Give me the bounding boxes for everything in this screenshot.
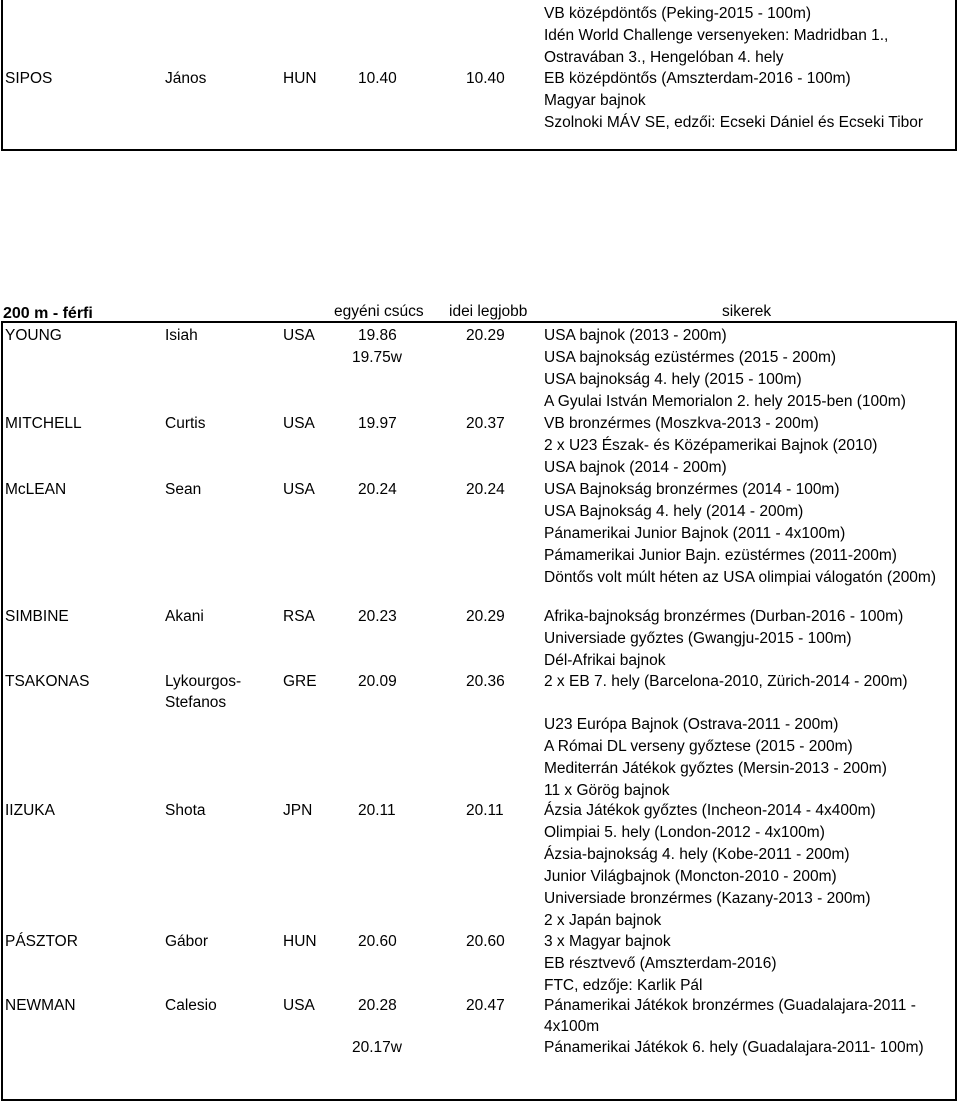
achievement-line: USA bajnok (2014 - 200m) — [544, 459, 727, 476]
achievement-line: Pánamerikai Junior Bajnok (2011 - 4x100m) — [544, 525, 846, 542]
athlete-lastname: IIZUKA — [5, 802, 55, 819]
athlete-sb: 20.37 — [466, 415, 505, 432]
athlete-pb: 20.28 — [358, 997, 397, 1014]
athlete-sb: 20.24 — [466, 481, 505, 498]
achievement-line: FTC, edzője: Karlik Pál — [544, 977, 703, 994]
achievement-line: Olimpiai 5. hely (London-2012 - 4x100m) — [544, 824, 825, 841]
achievement-line: 3 x Magyar bajnok — [544, 933, 671, 950]
achievement-line: Ostravában 3., Hengelóban 4. hely — [544, 49, 784, 66]
athlete-pb: 19.97 — [358, 415, 397, 432]
athlete-pb: 20.11 — [358, 802, 396, 819]
athlete-firstname: Curtis — [165, 415, 206, 432]
athlete-pb: 20.60 — [358, 933, 397, 950]
achievement-line: Ázsia-bajnokság 4. hely (Kobe-2011 - 200m) — [544, 846, 850, 863]
athlete-pb: 20.09 — [358, 673, 397, 690]
achievement-line: 2 x EB 7. hely (Barcelona-2010, Zürich-2014 - 200m) — [544, 673, 908, 690]
achievement-line: 11 x Görög bajnok — [544, 782, 670, 799]
athlete-sb: 20.11 — [466, 802, 504, 819]
athlete-lastname: McLEAN — [5, 481, 67, 498]
column-header-achievements: sikerek — [722, 303, 772, 320]
achievement-line: Universiade bronzérmes (Kazany-2013 - 200m) — [544, 890, 871, 907]
achievement-line: VB középdöntős (Peking-2015 - 100m) — [544, 5, 812, 22]
athlete-pb: 20.24 — [358, 481, 397, 498]
achievement-line: Junior Világbajnok (Moncton-2010 - 200m) — [544, 868, 837, 885]
athlete-pb: 20.23 — [358, 608, 397, 625]
athlete-lastname: SIMBINE — [5, 608, 69, 625]
athlete-sb: 20.47 — [466, 997, 505, 1014]
athlete-firstname-cont: Stefanos — [165, 694, 227, 711]
achievement-line: Ázsia Játékok győztes (Incheon-2014 - 4x400m) — [544, 802, 876, 819]
athlete-lastname: YOUNG — [5, 327, 62, 344]
column-header-sb: idei legjobb — [449, 303, 528, 320]
achievement-line: A Római DL verseny győztese (2015 - 200m) — [544, 738, 853, 755]
athlete-firstname: Isiah — [165, 327, 198, 344]
athlete-sb: 20.36 — [466, 673, 505, 690]
athlete-firstname: Sean — [165, 481, 202, 498]
achievement-line: Mediterrán Játékok győztes (Mersin-2013 - 200m) — [544, 760, 887, 777]
achievement-line: USA bajnokság 4. hely (2015 - 100m) — [544, 371, 802, 388]
achievement-line: Magyar bajnok — [544, 92, 646, 109]
athlete-sb: 10.40 — [466, 70, 505, 87]
athlete-sb: 20.60 — [466, 933, 505, 950]
achievement-line: EB résztvevő (Amszterdam-2016) — [544, 955, 777, 972]
achievement-line: 2 x Japán bajnok — [544, 912, 662, 929]
section-title: 200 m - férfi — [3, 305, 93, 322]
athlete-firstname: János — [165, 70, 207, 87]
athlete-lastname: PÁSZTOR — [5, 933, 78, 950]
athlete-country: HUN — [283, 70, 317, 87]
athlete-pb-wind: 20.17w — [352, 1039, 402, 1056]
achievement-line: Dél-Afrikai bajnok — [544, 652, 666, 669]
achievement-line: USA Bajnokság 4. hely (2014 - 200m) — [544, 503, 804, 520]
athlete-country: USA — [283, 415, 315, 432]
achievement-line: A Gyulai István Memorialon 2. hely 2015-ben (100m) — [544, 393, 906, 410]
athlete-sb: 20.29 — [466, 327, 505, 344]
athlete-country: USA — [283, 481, 315, 498]
athlete-lastname: SIPOS — [5, 70, 53, 87]
athlete-firstname: Akani — [165, 608, 204, 625]
athlete-country: USA — [283, 327, 315, 344]
athlete-country: RSA — [283, 608, 315, 625]
achievement-line: Pánamerikai Játékok bronzérmes (Guadalajara-2011 - — [544, 997, 916, 1014]
athlete-firstname: Gábor — [165, 933, 209, 950]
achievement-line: USA bajnok (2013 - 200m) — [544, 327, 727, 344]
column-header-pb: egyéni csúcs — [334, 303, 424, 320]
achievement-line: VB bronzérmes (Moszkva-2013 - 200m) — [544, 415, 819, 432]
athlete-firstname: Shota — [165, 802, 206, 819]
achievement-line: Pánamerikai Játékok 6. hely (Guadalajara-2011- 100m) — [544, 1039, 924, 1056]
achievement-line: Szolnoki MÁV SE, edzői: Ecseki Dániel és Ecseki Tibor — [544, 114, 924, 131]
athlete-country: GRE — [283, 673, 317, 690]
achievement-line: USA bajnokság ezüstérmes (2015 - 200m) — [544, 349, 837, 366]
achievement-line: Döntős volt múlt héten az USA olimpiai válogatón (200m) — [544, 569, 937, 586]
athlete-lastname: NEWMAN — [5, 997, 76, 1014]
achievement-line: Idén World Challenge versenyeken: Madridban 1., — [544, 27, 889, 44]
achievement-line: 2 x U23 Észak- és Középamerikai Bajnok (2010) — [544, 437, 878, 454]
athlete-country: USA — [283, 997, 315, 1014]
achievement-line: 4x100m — [544, 1018, 600, 1035]
athlete-firstname: Lykourgos- — [165, 673, 242, 690]
achievement-line: Universiade győztes (Gwangju-2015 - 100m) — [544, 630, 852, 647]
athlete-country: HUN — [283, 933, 317, 950]
achievement-line: EB középdöntős (Amszterdam-2016 - 100m) — [544, 70, 851, 87]
athlete-lastname: TSAKONAS — [5, 673, 90, 690]
athlete-sb: 20.29 — [466, 608, 505, 625]
athlete-pb: 10.40 — [358, 70, 397, 87]
achievement-line: Afrika-bajnokság bronzérmes (Durban-2016 - 100m) — [544, 608, 904, 625]
achievement-line: Pámamerikai Junior Bajn. ezüstérmes (2011-200m) — [544, 547, 897, 564]
athlete-pb: 19.86 — [358, 327, 397, 344]
athlete-lastname: MITCHELL — [5, 415, 82, 432]
athlete-firstname: Calesio — [165, 997, 217, 1014]
athlete-country: JPN — [283, 802, 313, 819]
achievement-line: USA Bajnokság bronzérmes (2014 - 100m) — [544, 481, 840, 498]
athlete-pb-wind: 19.75w — [352, 349, 402, 366]
achievement-line: U23 Európa Bajnok (Ostrava-2011 - 200m) — [544, 716, 839, 733]
